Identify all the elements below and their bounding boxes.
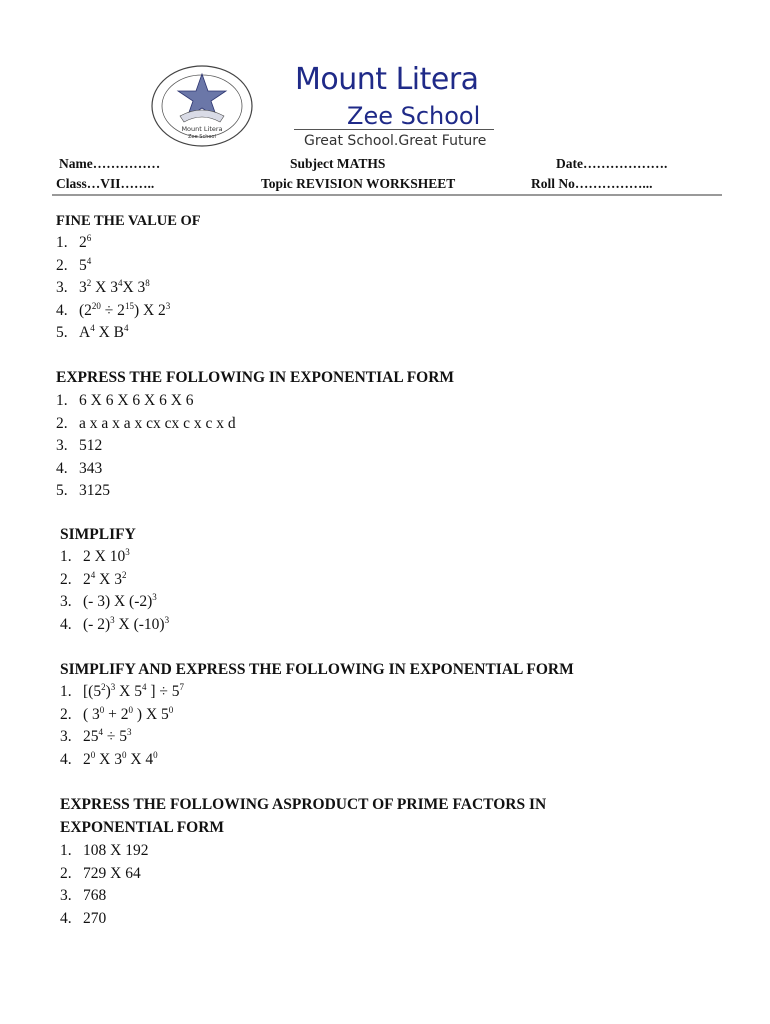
question-list-simplify-exponential [60, 681, 184, 771]
question-expression: $2^4$ X $3^2$ [83, 569, 127, 588]
question-list-find-value [56, 232, 170, 345]
exponent: 3 [127, 727, 132, 738]
question-number: 2. [60, 705, 72, 723]
header-divider [52, 194, 722, 196]
exponent: 3 [152, 592, 157, 603]
school-seal-logo [150, 64, 254, 148]
question-number: 4. [56, 459, 68, 477]
exponent: 3 [125, 547, 130, 557]
exponent: 0 [168, 704, 174, 715]
question-expression: $5^4$ [79, 255, 92, 274]
exponent: 0 [99, 704, 105, 715]
question-item [56, 277, 170, 300]
question-item [56, 300, 170, 323]
seal-text: Mount Litera [181, 125, 223, 133]
question-expression: (- 3) X $(-2)^3$ [83, 592, 157, 611]
question-number: 3. [60, 887, 72, 905]
question-number: 1. [60, 842, 72, 859]
question-item [60, 591, 169, 614]
question-list-prime-factors [60, 840, 148, 930]
question-number: 1. [60, 683, 72, 700]
question-item [56, 390, 236, 413]
question-item [56, 458, 236, 481]
question-item [60, 569, 169, 592]
question-number: 3. [56, 279, 68, 297]
question-list-exponential-form [56, 390, 236, 503]
question-item [60, 908, 148, 931]
question-number: 1. [56, 392, 68, 409]
question-expression: $3^2$ X $3^4X$ $3^8$ [79, 278, 150, 297]
question-item [56, 232, 170, 255]
question-expression: 270 [83, 909, 107, 927]
exponent: 4 [141, 682, 147, 692]
section-title-prime-factors-line2: EXPONENTIAL FORM [60, 819, 225, 836]
exponent: 0 [128, 704, 134, 715]
question-expression: 3125 [79, 482, 110, 500]
section-title-exponential-form: EXPRESS THE FOLLOWING IN EXPONENTIAL FORM [56, 369, 455, 386]
school-name-line1: Mount Litera [295, 62, 479, 97]
question-item [56, 322, 170, 345]
question-number: 1. [56, 234, 68, 251]
question-expression: ( $3^0 + 2^0$ ) X $5^0$ [83, 704, 174, 723]
exponent: 20 [91, 300, 101, 311]
question-number: 4. [60, 909, 72, 927]
question-number: 1. [60, 548, 72, 565]
name-field-label: Name…………… [59, 156, 161, 171]
question-item [60, 704, 184, 727]
question-item [56, 435, 236, 458]
question-expression: [$(5^2)^3$ X $5^4$ ] ÷ $5^7$ [83, 682, 184, 700]
exponent: 3 [164, 614, 170, 625]
question-expression: 768 [83, 887, 107, 905]
exponent: 2 [86, 278, 92, 289]
question-number: 5. [56, 324, 68, 342]
question-number: 3. [60, 593, 72, 611]
question-number: 2. [56, 256, 68, 274]
seal-subtext: Zee School [188, 134, 216, 140]
exponent: 4 [90, 323, 95, 334]
question-expression: 6 X 6 X 6 X 6 X 6 [79, 392, 194, 409]
question-number: 4. [60, 615, 72, 633]
question-number: 3. [60, 728, 72, 746]
question-item [60, 726, 184, 749]
exponent: 7 [179, 682, 184, 692]
question-expression: (- 2)$^3$ X $(-10)^3$ [83, 614, 170, 633]
exponent: 4 [124, 323, 129, 334]
question-number: 4. [56, 301, 68, 319]
question-item [60, 681, 184, 704]
question-expression: $(2^{20} \div 2^{15})$ X $2^3$ [79, 300, 171, 319]
question-number: 3. [56, 437, 68, 455]
exponent: 3 [110, 614, 115, 625]
question-expression: 729 X 64 [83, 864, 141, 882]
question-item [60, 749, 184, 772]
subject-label: Subject MATHS [290, 156, 386, 171]
exponent: 2 [101, 682, 106, 692]
question-expression: $25^4 \div 5^3$ [83, 727, 132, 746]
question-number: 5. [56, 482, 68, 500]
question-expression: $A^4$ X $B^4$ [79, 323, 129, 342]
question-number: 2. [60, 864, 72, 882]
exponent: 4 [90, 569, 96, 580]
section-title-prime-factors: EXPRESS THE FOLLOWING ASPRODUCT OF PRIME FACTORS IN [60, 796, 547, 813]
exponent: 0 [153, 749, 158, 760]
exponent: 4 [117, 278, 123, 289]
exponent: 4 [98, 727, 103, 738]
school-name-line2: Zee School [347, 102, 481, 130]
question-expression: $2^0$ X $3^0$ X $4^0$ [83, 749, 158, 768]
exponent: 6 [86, 233, 92, 243]
class-label: Class…VII…….. [56, 176, 155, 191]
exponent: 2 [121, 569, 127, 580]
question-item [56, 480, 236, 503]
question-expression: 2 X $10^3$ [83, 547, 130, 565]
roll-no-field-label: Roll No……………... [531, 176, 653, 191]
question-list-simplify [60, 546, 169, 636]
question-expression: $2^6$ [79, 233, 92, 251]
school-tagline: Great School.Great Future [304, 133, 487, 149]
question-number: 2. [56, 414, 68, 432]
section-title-find-value: FINE THE VALUE OF [56, 213, 201, 229]
question-expression: a x a x a x cx cx c x c x d [79, 414, 236, 432]
question-item [60, 840, 148, 863]
question-item [60, 885, 148, 908]
question-expression: 343 [79, 459, 103, 477]
question-item [60, 863, 148, 886]
question-expression: 108 X 192 [83, 842, 149, 859]
section-title-simplify-exponential: SIMPLIFY AND EXPRESS THE FOLLOWING IN EXPONENTIAL FORM [60, 661, 574, 678]
exponent: 15 [124, 300, 134, 311]
question-number: 4. [60, 750, 72, 768]
section-title-simplify: SIMPLIFY [60, 526, 136, 543]
question-item [56, 255, 170, 278]
question-item [60, 546, 169, 569]
question-item [56, 413, 236, 436]
exponent: 0 [121, 749, 127, 760]
brand-divider [294, 129, 494, 130]
question-number: 2. [60, 570, 72, 588]
exponent: 8 [145, 278, 150, 289]
exponent: 3 [165, 300, 171, 311]
exponent: 4 [86, 255, 92, 266]
date-field-label: Date………………. [556, 156, 668, 171]
exponent: 3 [110, 682, 116, 692]
exponent: 0 [90, 749, 96, 760]
question-item [60, 614, 169, 637]
topic-label: Topic REVISION WORKSHEET [261, 176, 456, 191]
question-expression: 512 [79, 437, 103, 455]
